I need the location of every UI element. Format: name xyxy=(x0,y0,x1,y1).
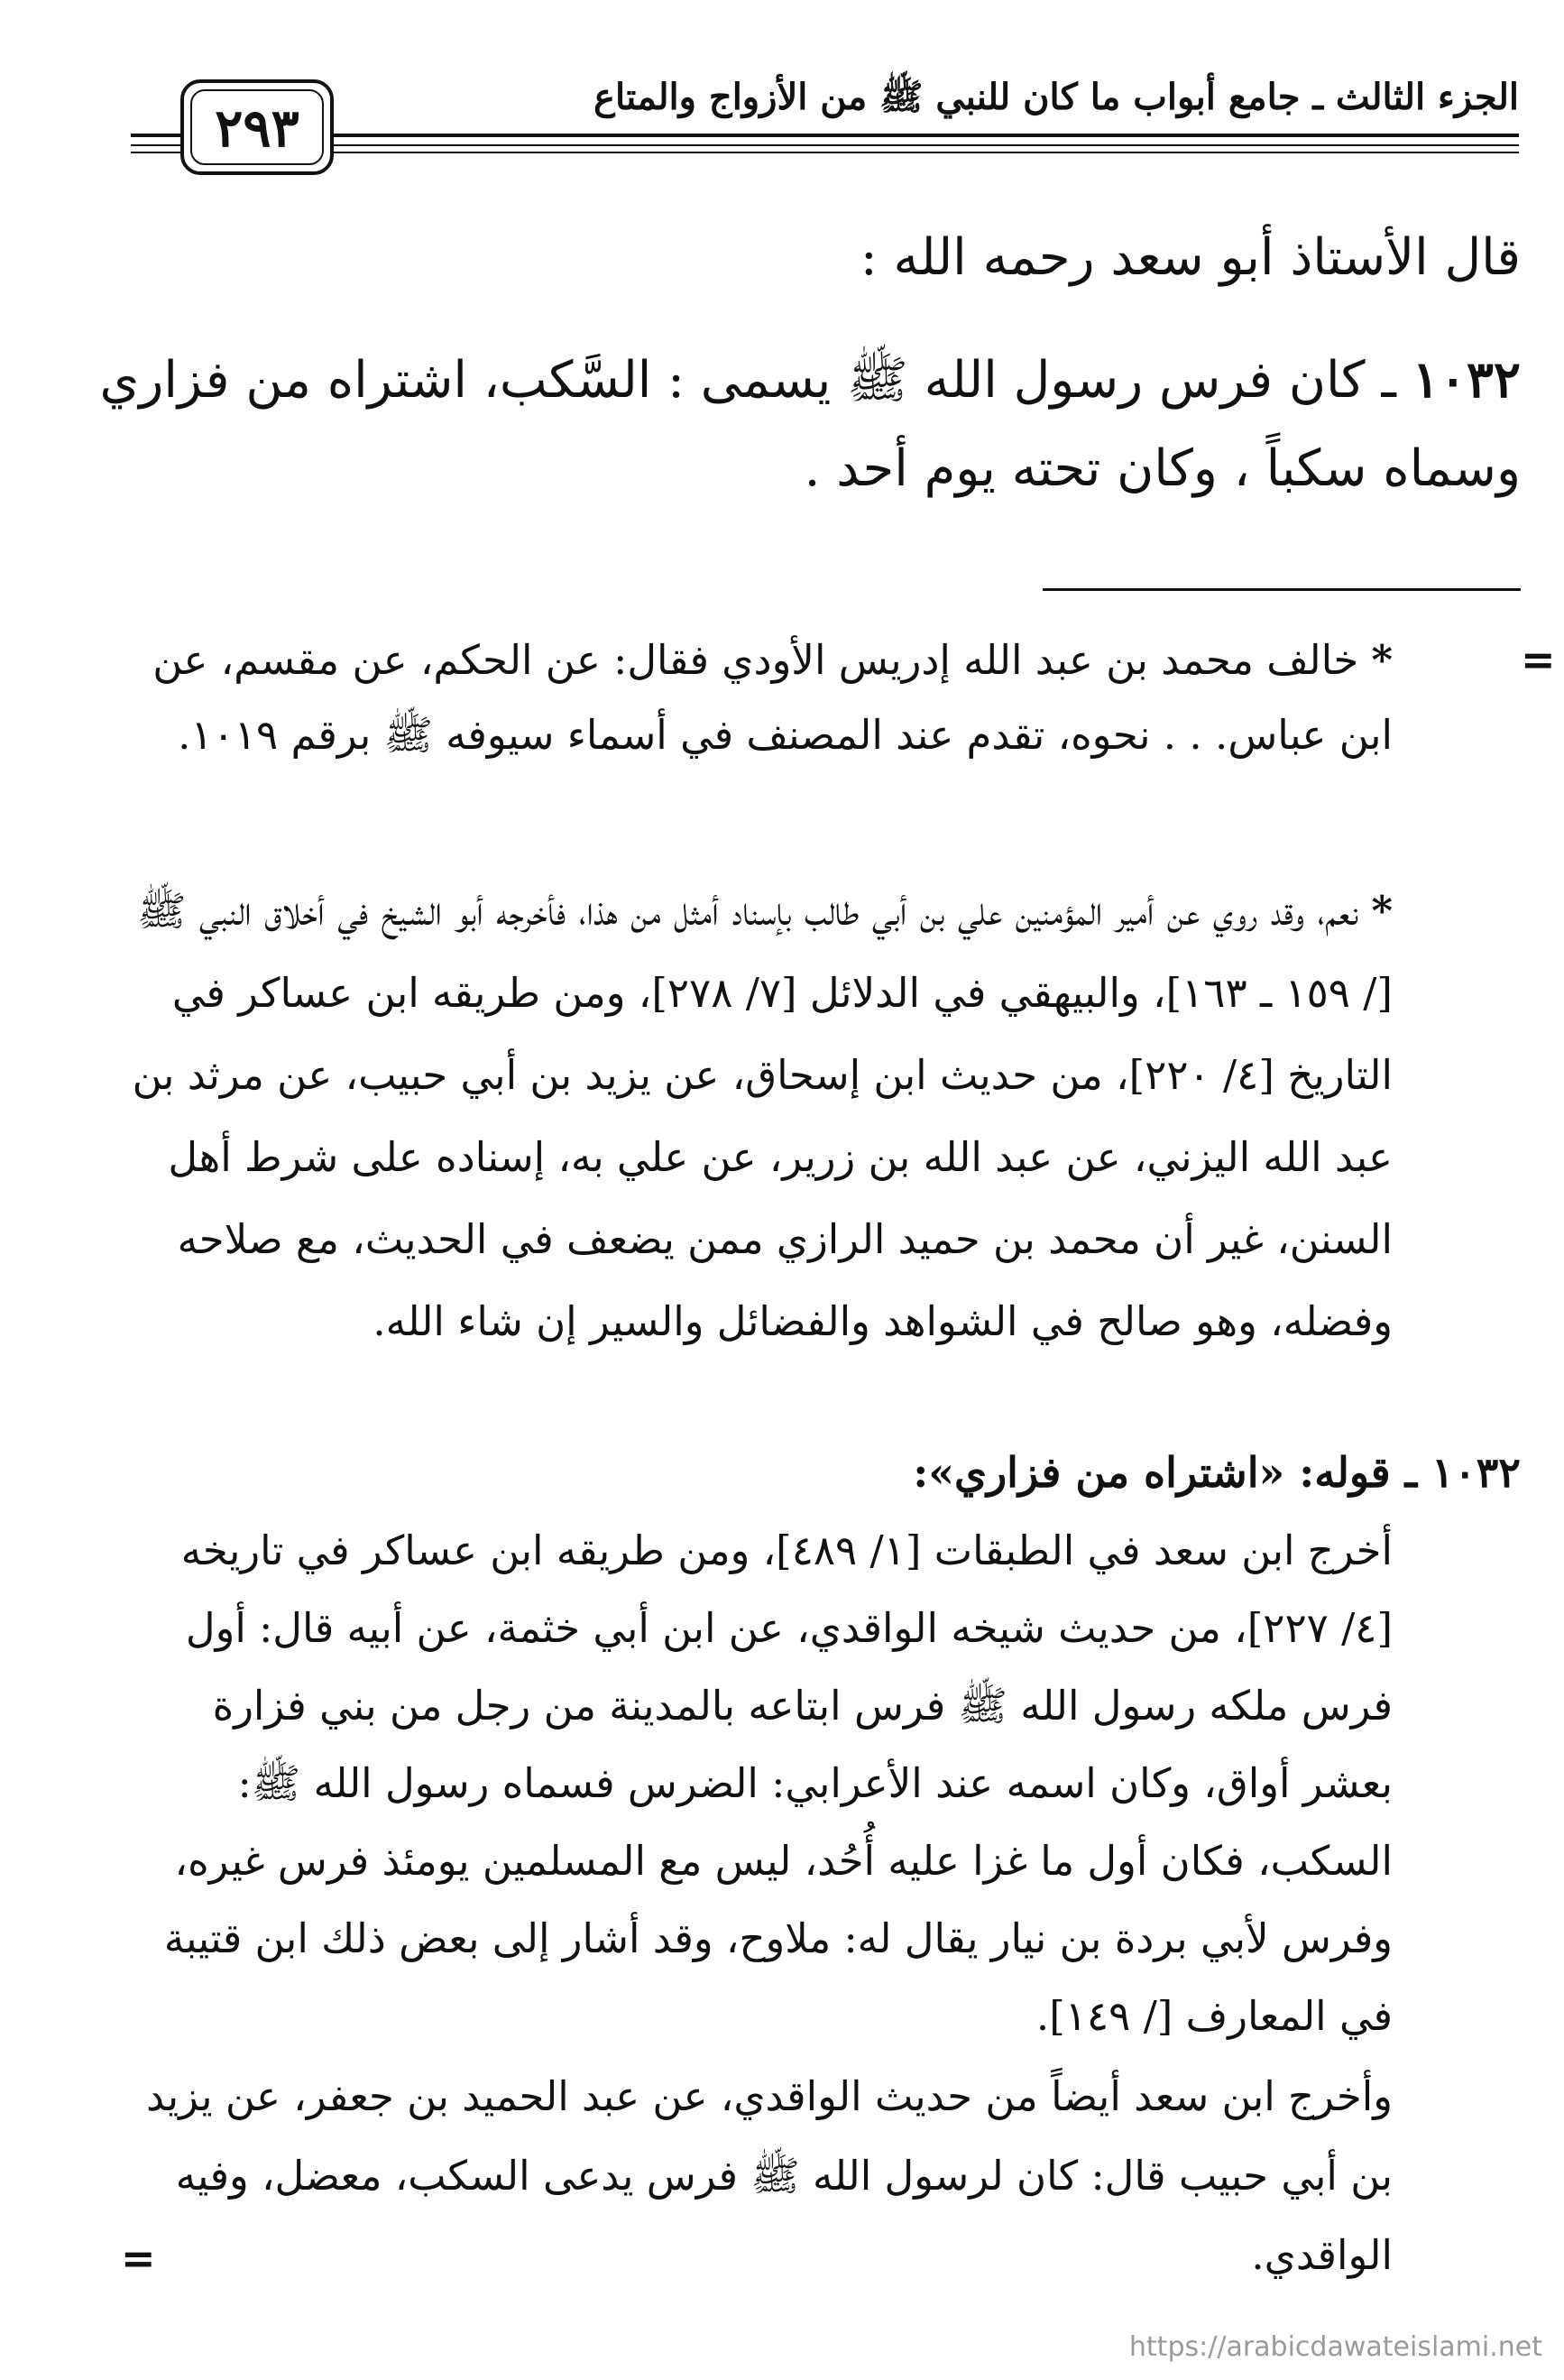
footnote-2-text: نعم، وقد روي عن أمير المؤمنين علي بن أبي طالب بإسناد أمثل من هذا، فأخرجه أبو الشيخ في أخلاق النبي ﷺ [/ ١٥٩ ـ ١٦٣]، والبيهقي في الدلائل [٧/ ٢٧٨]، ومن طريقه ابن عساكر في التاريخ [٤/ ٢٢٠]، من حديث ابن إسحاق، عن يزيد بن أبي حبيب، عن مرثد بن عبد الله اليزني، عن عبد الله بن زرير، عن علي به، إسناده على شرط أهل السنن، غير أن محمد بن حميد الرازي ممن يضعف في الحديث، مع صلاحه وفضله، وهو صالح في الشواهد والفضائل والسير إن شاء الله. xyxy=(132,887,1393,1345)
footnote-separator xyxy=(1043,588,1521,591)
entry-number: ١٠٣٢ xyxy=(1412,350,1521,410)
footnote-3-heading: ١٠٣٢ ـ قوله: «اشتراه من فزاري»: xyxy=(913,1448,1521,1497)
entry-line-1: ـ كان فرس رسول الله ﷺ يسمى : السَّكب، اشتراه من فزاري xyxy=(99,351,1396,410)
entry-line-2: وسماه سكباً ، وكان تحته يوم أحد . xyxy=(804,439,1521,498)
footnote-2 xyxy=(130,870,1393,1362)
hadith-entry xyxy=(87,336,1521,513)
header-rule-bottom xyxy=(131,152,1519,153)
watermark-url: https://arabicdawateislami.net xyxy=(1128,2331,1542,2363)
footnote-star: * xyxy=(1371,887,1393,935)
footnote-1-text: خالف محمد بن عبد الله إدريس الأودي فقال: عن الحكم، عن مقسم، عن ابن عباس. . . نحوه، تقدم عند المصنف في أسماء سيوفه ﷺ برقم ١٠١٩. xyxy=(152,636,1393,759)
page-number-frame xyxy=(180,79,334,175)
header-rule-top xyxy=(131,134,1519,137)
running-title: الجزء الثالث ـ جامع أبواب ما كان للنبي ﷺ من الأزواج والمتاع xyxy=(593,76,1519,118)
page-number: ٢٩٣ xyxy=(215,97,299,159)
footnote-3-text: أخرج ابن سعد في الطبقات [١/ ٤٨٩]، ومن طريقه ابن عساكر في تاريخه [٤/ ٢٢٧]، من حديث شيخه الواقدي، عن ابن أبي خثمة، عن أبيه قال: أول فرس ملكه رسول الله ﷺ فرس ابتاعه بالمدينة من رجل من بني فزارة بعشر أواق، وكان اسمه عند الأعرابي: الضرس فسماه رسول الله ﷺ: السكب، فكان أول ما غزا عليه أُحُد، ليس مع المسلمين يومئذ فرس غيره، وفرس لأبي بردة بن نيار يقال له: ملاوح، وقد أشار إلى بعض ذلك ابن قتيبة في المعارف [/ ١٤٩]. xyxy=(163,1527,1393,2040)
intro-line: قال الأستاذ أبو سعد رحمه الله : xyxy=(860,228,1521,287)
footnote-1 xyxy=(130,623,1393,772)
footnote-star: * xyxy=(1371,636,1393,684)
continuation-mark-top: = xyxy=(1521,635,1556,684)
header-rule-middle xyxy=(131,144,1519,146)
footnote-4-text: وأخرج ابن سعد أيضاً من حديث الواقدي، عن عبد الحميد بن جعفر، عن يزيد بن أبي حبيب قال: كان لرسول الله ﷺ فرس يدعى السكب، معضل، وفيه الواقدي. xyxy=(146,2072,1393,2279)
continuation-mark-bottom: = xyxy=(121,2234,156,2283)
